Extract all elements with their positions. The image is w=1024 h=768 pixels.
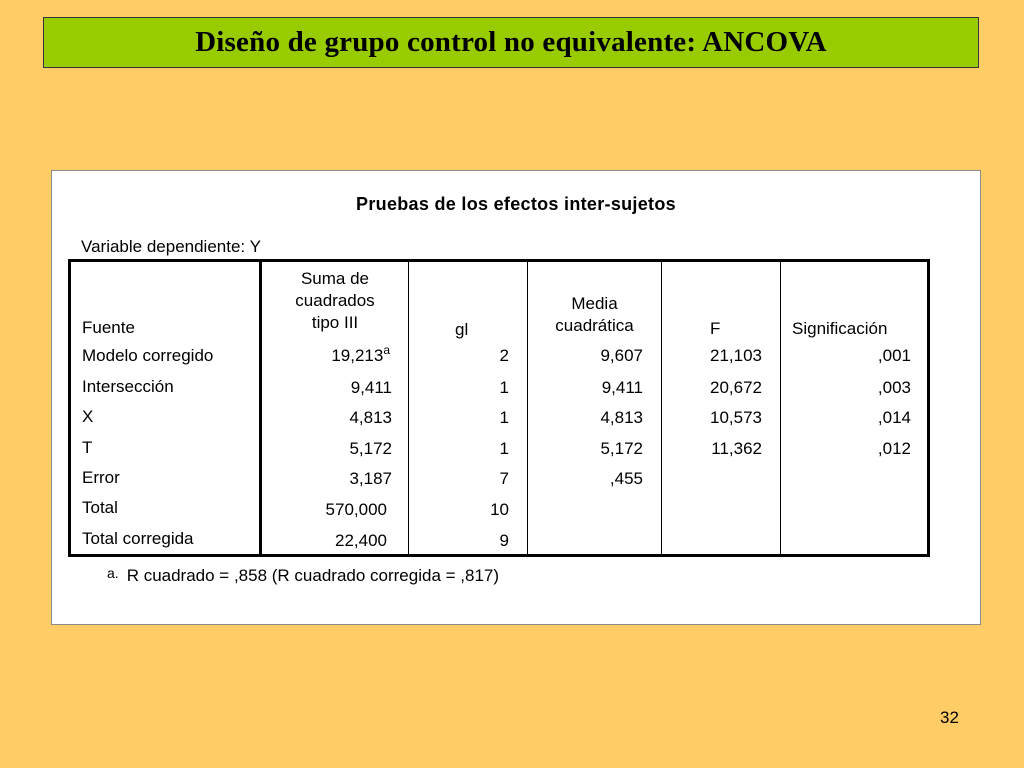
row-sig: ,014 [877,408,911,427]
header-media [528,293,661,337]
table-footnote [107,566,499,586]
row-f: 11,362 [711,439,762,458]
row-suma: 570,000 [325,500,387,519]
row-gl: 7 [499,469,509,488]
output-panel [51,170,981,625]
row-suma: 5,172 [349,439,392,458]
row-fuente: Total [82,498,118,517]
footnote-marker: a. [107,565,119,581]
row-f: 21,103 [710,346,762,365]
row-gl: 1 [499,378,509,397]
row-f: 10,573 [710,408,762,427]
row-fuente: Total corregida [82,529,194,548]
row-gl: 2 [499,346,509,365]
header-gl: gl [455,320,469,339]
column-divider [661,262,662,554]
footnote-text: R cuadrado = ,858 (R cuadrado corregida = ,817) [126,566,500,585]
row-sig: ,012 [877,439,911,458]
page-number: 32 [940,708,959,727]
column-divider [408,262,409,554]
row-media: ,455 [609,469,643,488]
row-media: 5,172 [600,439,643,458]
header-suma-line: tipo III [311,313,359,332]
header-fuente: Fuente [82,318,135,337]
row-suma: 22,400 [335,531,387,550]
row-suma: 4,813 [349,408,392,427]
row-sig: ,003 [877,378,911,397]
row-fuente: T [82,438,93,457]
row-media: 4,813 [600,408,643,427]
column-divider [780,262,781,554]
row-gl: 9 [499,531,509,550]
header-suma [262,268,408,334]
footnote-ref: a [383,343,390,357]
row-suma: 3,187 [349,469,392,488]
row-gl: 10 [490,500,509,519]
row-media: 9,607 [600,346,643,365]
row-fuente: X [82,407,94,426]
row-media: 9,411 [601,378,643,397]
header-significacion: Significación [792,319,888,338]
header-suma-line: Suma de [300,269,370,288]
header-media-line: Media [571,294,618,313]
slide-title: Diseño de grupo control no equivalente: ANCOVA [195,26,827,58]
row-suma: 9,411 [350,378,392,397]
header-f: F [710,319,721,338]
row-fuente: Error [82,468,120,487]
dependent-variable-label: Variable dependiente: Y [81,237,261,256]
row-fuente: Intersección [82,377,174,396]
row-sig: ,001 [877,346,911,365]
row-gl: 1 [499,439,509,458]
header-suma-line: cuadrados [295,291,375,310]
anova-table [68,259,930,557]
header-media-line: cuadrática [555,316,634,335]
table-title: Pruebas de los efectos inter-sujetos [356,194,676,214]
row-f: 20,672 [710,378,762,397]
row-suma: 19,213$^a$ [331,343,390,365]
slide-title-bar [43,17,979,68]
row-gl: 1 [499,408,509,427]
row-fuente: Modelo corregido [82,346,214,365]
